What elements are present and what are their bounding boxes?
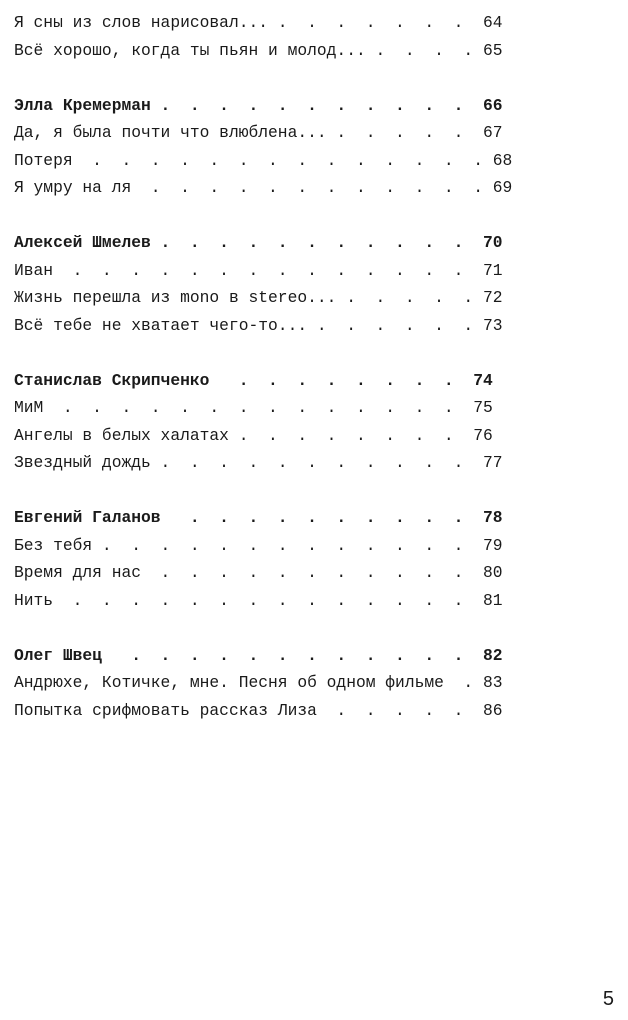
section-spacer [14,64,614,92]
toc-author-heading: Евгений Галанов . . . . . . . . . . 78 [14,508,503,527]
toc-entry: Всё хорошо, когда ты пьян и молод... . . . . 65 [14,40,503,60]
toc-entry: МиМ . . . . . . . . . . . . . . 75 [14,398,493,417]
page-number: 5 [602,988,614,1010]
toc-entry: Без тебя . . . . . . . . . . . . . 79 [14,535,503,555]
toc-entry: Андрюхе, Котичке, мне. Песня об одном фильме . 83 [14,673,503,692]
section-spacer [14,202,614,230]
table-of-contents [14,9,614,724]
toc-entry: Попытка срифмовать рассказ Лиза . . . . . 86 [14,700,503,720]
toc-author-heading: Станислав Скрипченко . . . . . . . . 74 [14,370,493,390]
toc-author-heading: Алексей Шмелев . . . . . . . . . . . 70 [14,233,503,252]
toc-author-heading: Олег Швец . . . . . . . . . . . . 82 [14,645,503,665]
section-spacer [14,477,614,505]
section-spacer [14,614,614,642]
section-spacer [14,339,614,367]
toc-entry: Всё тебе не хватает чего-то... . . . . . . 73 [14,315,503,335]
toc-entry: Нить . . . . . . . . . . . . . . 81 [14,590,503,610]
toc-entry: Жизнь перешла из mono в stereo... . . . . . 72 [14,288,503,307]
toc-entry: Я умру на ля . . . . . . . . . . . . 69 [14,178,513,197]
toc-entry: Звездный дождь . . . . . . . . . . . 77 [14,453,503,472]
toc-entry: Иван . . . . . . . . . . . . . . 71 [14,260,503,280]
toc-entry: Ангелы в белых халатах . . . . . . . . 76 [14,425,493,445]
toc-entry: Да, я была почти что влюблена... . . . . . 67 [14,123,503,142]
toc-author-heading: Элла Кремерман . . . . . . . . . . . 66 [14,95,503,115]
toc-entry: Потеря . . . . . . . . . . . . . . 68 [14,150,513,170]
toc-entry: Время для нас . . . . . . . . . . . 80 [14,563,503,582]
toc-entry: Я сны из слов нарисовал... . . . . . . . 64 [14,13,503,32]
